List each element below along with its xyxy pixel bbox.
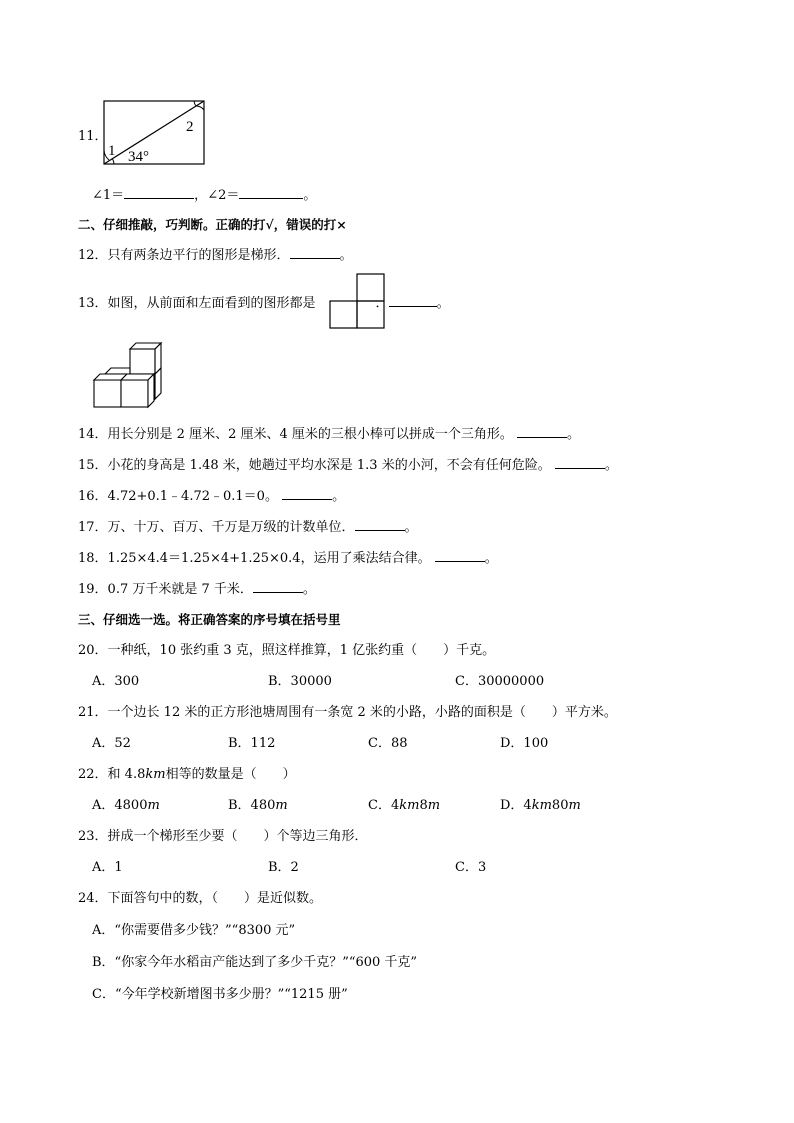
question-22-option-a[interactable]	[92, 797, 160, 815]
question-19-blank[interactable]	[253, 580, 303, 593]
question-13	[78, 294, 450, 313]
option-unit-2: m	[427, 798, 441, 813]
question-21-option-d[interactable]: D．100	[500, 736, 549, 751]
period: 。	[604, 458, 618, 473]
question-23-option-b[interactable]: B．2	[268, 860, 299, 875]
question-23-stem: 23．拼成一个梯形至少要（ ）个等边三角形．	[78, 829, 368, 844]
question-16-text: 16．4.72+0.1﹣4.72﹣0.1＝0。	[78, 489, 278, 504]
option-value: D．4	[500, 798, 532, 813]
option-value: A．4800	[92, 798, 148, 813]
question-17-blank[interactable]	[355, 518, 405, 531]
view-shape-figure	[327, 272, 387, 332]
option-value-2: 8	[419, 798, 428, 813]
question-22-stem-post: 相等的数量是（ ）	[165, 767, 296, 782]
question-21-option-c[interactable]: C．88	[368, 736, 408, 751]
question-19-text: 19．0.7 万千米就是 7 千米．	[78, 582, 253, 597]
question-20-option-b[interactable]: B．30000	[268, 674, 332, 689]
question-23-option-c[interactable]: C．3	[455, 860, 487, 875]
question-15-blank[interactable]	[555, 456, 605, 469]
section-2-title: 二、仔细推敲，巧判断。正确的打√，错误的打×	[78, 217, 347, 232]
period: 。	[404, 520, 418, 535]
angle-1-blank[interactable]	[124, 186, 194, 199]
separator: ，	[194, 188, 208, 203]
option-unit: m	[275, 798, 288, 813]
period: 。	[303, 188, 317, 203]
period: 。	[567, 427, 581, 442]
question-20-stem: 20．一种纸，10 张约重 3 克，照这样推算，1 亿张约重（ ）千克。	[78, 643, 496, 658]
question-24-option-a[interactable]: A．“你需要借多少钱？”“8300 元”	[92, 923, 296, 938]
question-13-blank[interactable]	[389, 294, 437, 307]
question-21-stem: 21．一个边长 12 米的正方形池塘周围有一条宽 2 米的小路，小路的面积是（ ）平方米。	[78, 705, 617, 720]
question-20-option-c[interactable]: C．30000000	[455, 674, 545, 689]
question-16	[78, 487, 345, 506]
question-18-text: 18．1.25×4.4＝1.25×4+1.25×0.4，运用了乘法结合律。	[78, 551, 431, 566]
period: 。	[302, 582, 316, 597]
question-11-number: 11．	[78, 129, 108, 144]
question-20-option-a[interactable]: A．300	[92, 674, 140, 689]
question-11-answer-line	[92, 186, 316, 205]
angle-2-blank[interactable]	[239, 186, 303, 199]
option-unit: km	[399, 798, 420, 813]
question-24-stem: 24．下面答句中的数，（ ）是近似数。	[78, 891, 323, 906]
question-22-option-d[interactable]	[500, 797, 581, 815]
question-19	[78, 580, 316, 599]
option-unit-2: m	[568, 798, 581, 813]
question-22-stem-unit: km	[145, 767, 166, 782]
option-unit: km	[531, 798, 552, 813]
option-value: C．4	[368, 798, 400, 813]
question-15-text: 15．小花的身高是 1.48 米，她趟过平均水深是 1.3 米的小河，不会有任何危险。	[78, 458, 551, 473]
question-17	[78, 518, 418, 537]
option-value-2: 80	[551, 798, 569, 813]
question-13-after: ．	[375, 296, 389, 311]
option-unit: m	[147, 798, 160, 813]
option-value: B．480	[228, 798, 276, 813]
question-21-option-a[interactable]: A．52	[92, 736, 131, 751]
question-24-option-c[interactable]: C．“今年学校新增图书多少册？”“1215 册”	[92, 987, 348, 1002]
question-15	[78, 456, 618, 475]
question-17-text: 17．万、十万、百万、千万是万级的计数单位．	[78, 520, 355, 535]
cube-stack-figure	[92, 338, 172, 413]
question-23-option-a[interactable]: A．1	[92, 860, 123, 875]
angle-34-arc	[113, 159, 115, 164]
question-14-text: 14．用长分别是 2 厘米、2 厘米、4 厘米的三根小棒可以拼成一个三角形。	[78, 427, 513, 442]
top-square	[357, 274, 384, 301]
angle-1-label: 1	[108, 143, 116, 159]
angle-1-prompt: ∠1＝	[92, 188, 125, 203]
question-12-blank[interactable]	[290, 246, 340, 259]
bottom-right-square	[357, 301, 384, 328]
question-22-stem-pre: 22．和 4.8	[78, 767, 146, 782]
question-12-text: 12．只有两条边平行的图形是梯形．	[78, 248, 290, 263]
period: 。	[332, 489, 346, 504]
question-13-text: 13．如图，从前面和左面看到的图形都是	[78, 296, 316, 311]
given-angle-label: 34°	[128, 149, 149, 165]
question-22-option-b[interactable]	[228, 797, 288, 815]
rectangle-angle-figure	[100, 98, 210, 168]
question-24-option-b[interactable]: B．“你家今年水稻亩产能达到了多少千克？”“600 千克”	[92, 955, 418, 970]
question-16-blank[interactable]	[282, 487, 332, 500]
question-14-blank[interactable]	[517, 425, 567, 438]
question-22-option-c[interactable]	[368, 797, 440, 815]
question-18	[78, 549, 498, 568]
question-21-option-b[interactable]: B．112	[228, 736, 276, 751]
angle-2-label: 2	[186, 119, 194, 135]
angle-2-prompt: ∠2＝	[207, 188, 240, 203]
section-3-title: 三、仔细选一选。将正确答案的序号填在括号里	[78, 612, 341, 627]
period: 。	[484, 551, 498, 566]
question-18-blank[interactable]	[435, 549, 485, 562]
question-12	[78, 246, 353, 265]
period: 。	[436, 296, 450, 311]
question-14	[78, 425, 580, 444]
bottom-left-square	[330, 301, 357, 328]
question-22-stem	[78, 766, 296, 784]
period: 。	[339, 248, 353, 263]
